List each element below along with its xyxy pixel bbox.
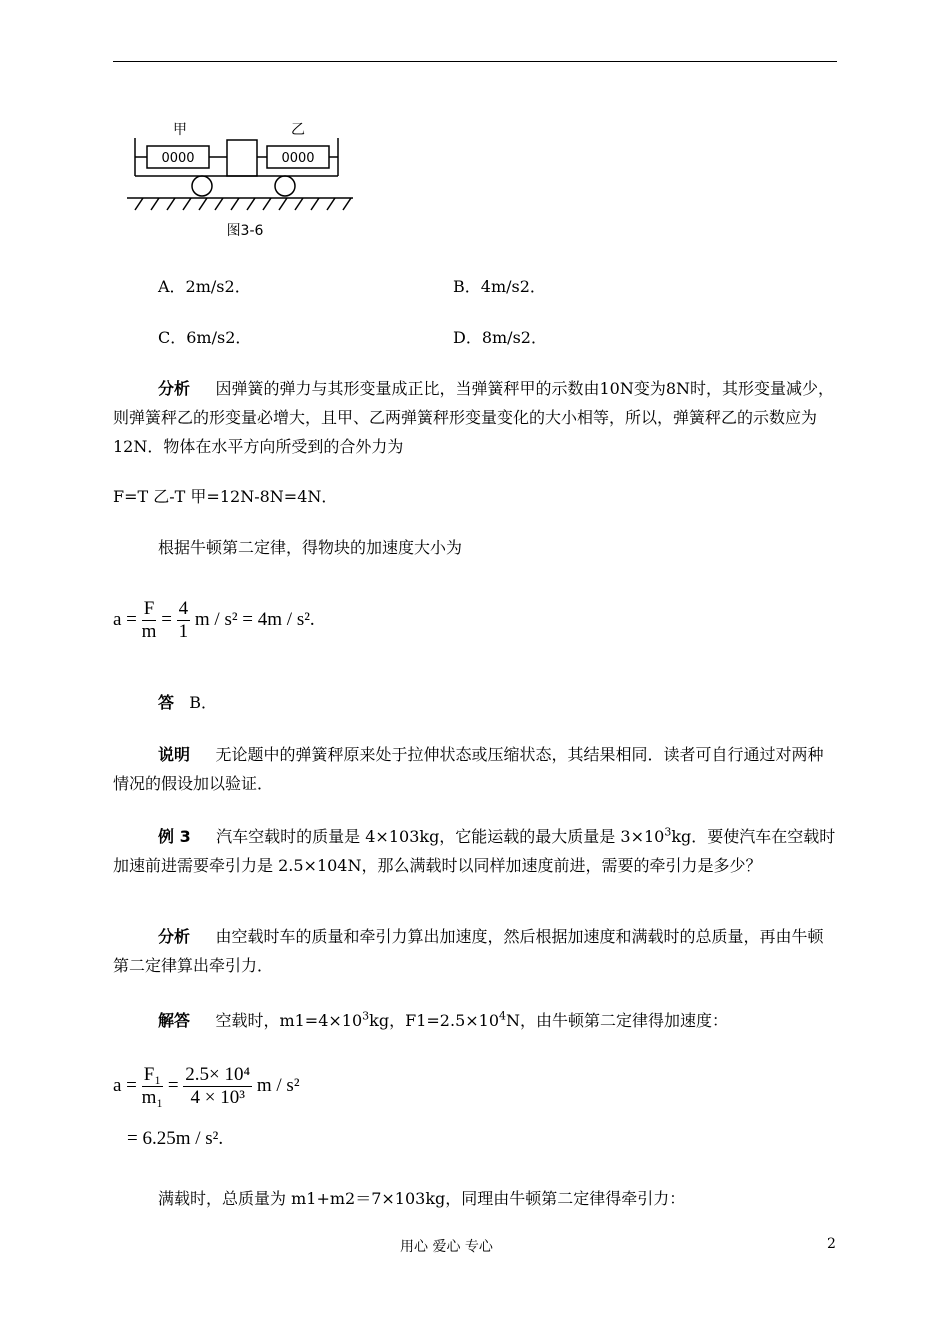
newton-law-line: 根据牛顿第二定律，得物块的加速度大小为: [158, 538, 463, 557]
solution-paragraph: [113, 1006, 839, 1035]
formula-result: = 6.25m / s².: [127, 1128, 224, 1149]
analysis-text: 因弹簧的弹力与其形变量成正比，当弹簧秤甲的示数由10N变为8N时，其形变量减少，则弹簧秤乙的形变量必增大，且甲、乙两弹簧秤形变量变化的大小相等，所以，弹簧秤乙的示数应为12N．物体在水平方向所受到的合外力为: [113, 379, 834, 456]
figure-caption: 图3-6: [226, 223, 264, 239]
solution-heading: 解答: [158, 1011, 191, 1030]
formula-tail: m / s² = 4m / s².: [194, 608, 315, 630]
header-rule: [113, 61, 837, 62]
fraction-numerator: F: [142, 598, 157, 621]
formula-acceleration-2: [113, 1064, 300, 1109]
footer-slogan: 用心 爱心 专心: [400, 1239, 493, 1255]
option-c: C．6m/s2．: [158, 328, 252, 347]
formula-lhs: a =: [113, 1074, 137, 1096]
example3-text-cont: kg．要使汽车在空载时加速前进需要牵引力是 2.5×104N，那么满载时以同样加速度前进，需要的牵引力是多少？: [113, 827, 836, 875]
option-a: A．2m/s2．: [158, 277, 251, 296]
fraction-numerator: 4: [178, 598, 189, 619]
example3-heading: 例 3: [158, 827, 191, 846]
formula-acceleration-1: [113, 598, 315, 643]
force-equation: F=T 乙-T 甲=12N-8N=4N．: [113, 487, 338, 506]
analysis-heading: 分析: [158, 379, 191, 398]
example3-text: 汽车空载时的质量是 4×103kg，它能运载的最大质量是 3×10: [216, 827, 665, 846]
solution-text-cont: kg，F1=2.5×10: [369, 1011, 500, 1030]
fraction-values: [183, 1064, 252, 1109]
page-number: 2: [827, 1236, 836, 1252]
fraction-f1-over-m1: [142, 1064, 163, 1109]
formula-tail: m / s²: [256, 1074, 300, 1096]
analysis2-text: 由空载时车的质量和牵引力算出加速度，然后根据加速度和满载时的总质量，再由牛顿第二定律算出牵引力．: [113, 927, 824, 975]
option-b: B．4m/s2．: [453, 277, 546, 296]
fraction-4-over-1: [177, 598, 191, 643]
note-heading: 说明: [158, 745, 191, 764]
equals-sign: =: [167, 1074, 179, 1096]
label-jia: 甲: [173, 122, 187, 138]
note-text: 无论题中的弹簧秤原来处于拉伸状态或压缩状态，其结果相同．读者可自行通过对两种情况的假设加以验证．: [113, 745, 824, 793]
spring-coil-right: 0000: [281, 151, 315, 166]
fraction-numerator: 2.5× 10⁴: [185, 1064, 251, 1085]
spring-cart-diagram: [125, 118, 365, 243]
fraction-denominator: m₁: [141, 1087, 164, 1108]
figure-spring-cart: [125, 118, 365, 247]
full-load-line: 满载时，总质量为 m1+m2＝7×103kg，同理由牛顿第二定律得牵引力：: [158, 1189, 686, 1208]
answer-text: B．: [189, 693, 218, 712]
fraction-denominator: 4 × 10³: [190, 1087, 245, 1108]
fraction-denominator: 1: [178, 621, 189, 642]
solution-text-end: N，由牛顿第二定律得加速度：: [506, 1011, 729, 1030]
superscript: 3: [664, 825, 672, 839]
option-d: D．8m/s2．: [453, 328, 547, 347]
note-paragraph: [113, 740, 839, 798]
analysis2-heading: 分析: [158, 927, 191, 946]
spring-coil-left: 0000: [161, 151, 195, 166]
analysis-paragraph-1: [113, 374, 839, 461]
solution-text: 空载时，m1=4×10: [215, 1011, 363, 1030]
answer-heading: 答: [158, 693, 175, 712]
example3-paragraph: [113, 822, 839, 880]
formula-lhs: a =: [113, 608, 137, 630]
fraction-f-over-m: [142, 598, 157, 643]
superscript: 4: [499, 1009, 507, 1023]
label-yi: 乙: [291, 122, 305, 138]
fraction-denominator: m: [141, 621, 157, 642]
superscript: 3: [362, 1009, 370, 1023]
equals-sign: =: [161, 608, 172, 630]
analysis-paragraph-2: [113, 922, 839, 980]
answer-line: [158, 693, 217, 713]
fraction-numerator: F₁: [142, 1064, 163, 1087]
